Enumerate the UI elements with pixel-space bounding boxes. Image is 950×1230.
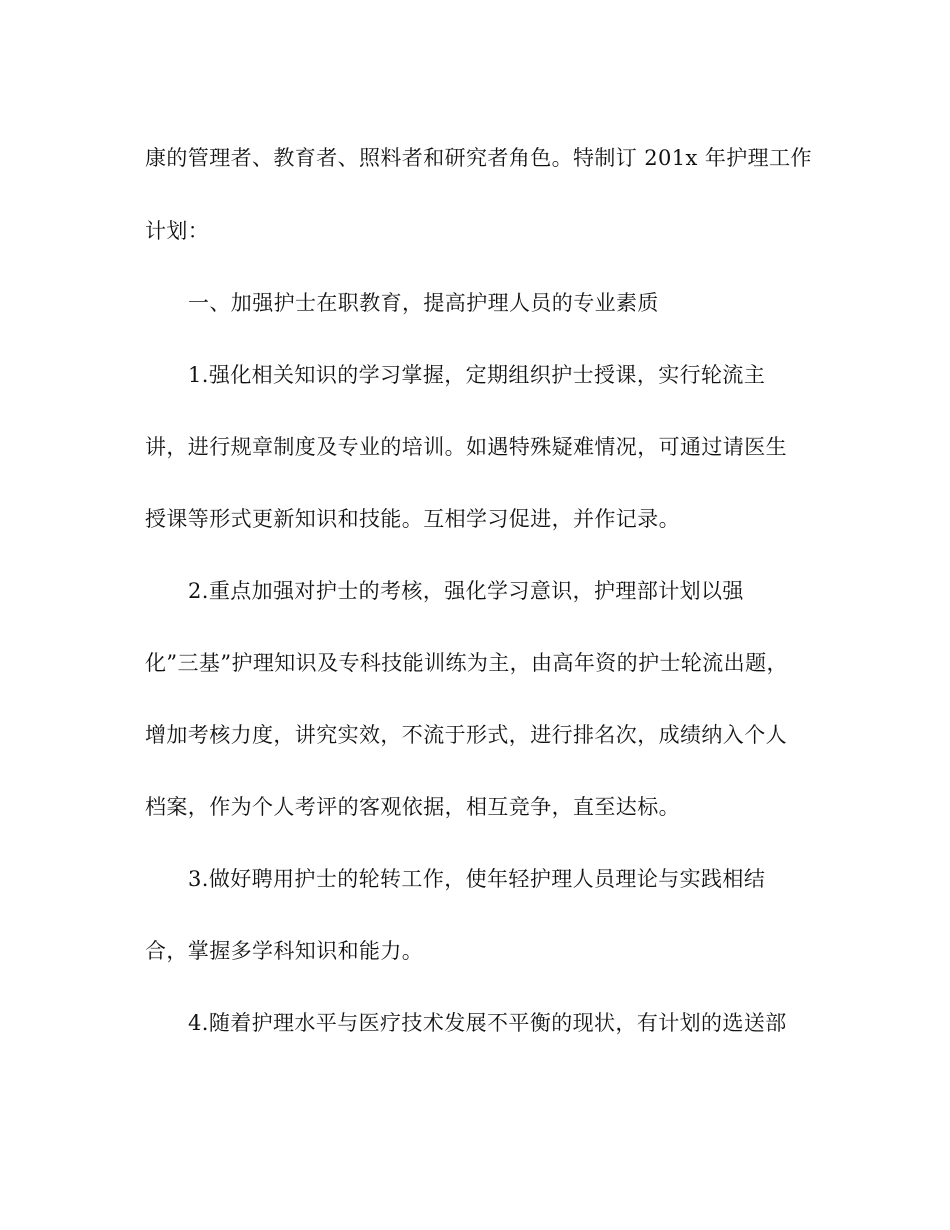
text-line: 1.强化相关知识的学习掌握，定期组织护士授课，实行轮流主: [188, 363, 766, 387]
section-heading: 一、加强护士在职教育，提高护理人员的专业素质: [188, 291, 659, 315]
text-line: 康的管理者、教育者、照料者和研究者角色。特制订 201x 年护理工作: [145, 146, 812, 170]
text-line: 4.随着护理水平与医疗技术发展不平衡的现状，有计划的选送部: [188, 1011, 787, 1035]
text-line: 化”三基”护理知识及专科技能训练为主，由高年资的护士轮流出题，: [145, 651, 788, 675]
text-line: 2.重点加强对护士的考核，强化学习意识，护理部计划以强: [188, 579, 744, 603]
text-line: 合，掌握多学科知识和能力。: [145, 939, 424, 963]
text-line: 档案，作为个人考评的客观依据，相互竞争，直至达标。: [145, 795, 680, 819]
text-line: 授课等形式更新知识和技能。互相学习促进，并作记录。: [145, 507, 680, 531]
text-line: 3.做好聘用护士的轮转工作，使年轻护理人员理论与实践相结: [188, 867, 766, 891]
text-line: 计划：: [145, 219, 210, 243]
text-line: 讲，进行规章制度及专业的培训。如遇特殊疑难情况，可通过请医生: [145, 435, 787, 459]
text-line: 增加考核力度，讲究实效，不流于形式，进行排名次，成绩纳入个人: [145, 723, 787, 747]
